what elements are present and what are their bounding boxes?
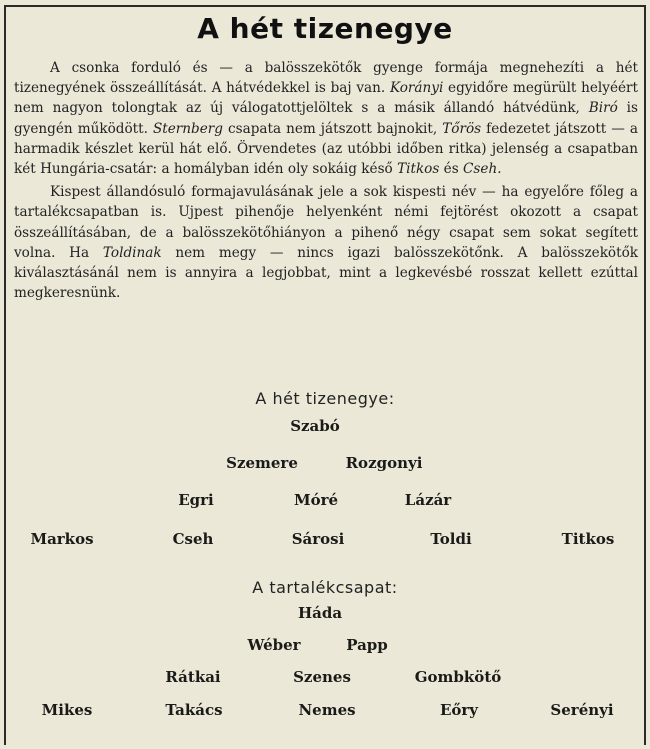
player-name: Egri	[178, 491, 214, 509]
team-heading: A hét tizenegye:	[255, 389, 395, 408]
right-border	[644, 5, 646, 745]
player-name: Wéber	[247, 636, 301, 654]
player-name: Szenes	[293, 668, 351, 686]
italic-name: Cseh.	[463, 161, 502, 178]
player-name: Serényi	[550, 701, 614, 719]
text-run: nem megy — nincs igazi balösszekötőnk. A balösszekötők kiválasztásánál nem is annyira a legjobbat, mint a legkevésbé rosszat kellett ezúttal megkeresnünk.	[14, 244, 638, 302]
italic-name: Titkos	[397, 161, 440, 178]
player-name: Szemere	[226, 454, 298, 472]
italic-name: Tőrös	[442, 120, 482, 137]
reserve-heading: A tartalékcsapat:	[252, 578, 398, 597]
player-name: Nemes	[298, 701, 356, 719]
player-name: Rátkai	[165, 668, 221, 686]
article-body	[14, 58, 638, 306]
player-name: Toldi	[430, 530, 472, 548]
italic-name: Sternberg	[152, 120, 223, 137]
player-name: Sárosi	[291, 530, 345, 548]
text-run: fedezetet játszott — a harmadik készlet kerül hát elő. Örvendetes (az utóbbi időben ritka) jelenség a csapatban két Hungária-csatár: a homályban idén oly sokáig késő	[14, 120, 638, 178]
player-name: Gombkötő	[414, 668, 502, 686]
player-name: Háda	[297, 604, 343, 622]
player-name: Lázár	[404, 491, 452, 509]
text-run: is gyengén működött.	[14, 100, 638, 137]
paragraph-2	[14, 182, 638, 303]
italic-name: Biró	[588, 100, 618, 117]
top-border	[4, 5, 646, 7]
player-name: Markos	[30, 530, 94, 548]
text-run: és	[439, 161, 464, 178]
text-run: egyidőre megürült helyéért nem nagyon tolongtak az új válogatottjelöltek s a másik állandó hátvédünk,	[14, 80, 638, 117]
player-name: Cseh	[172, 530, 214, 548]
player-name: Papp	[346, 636, 388, 654]
player-name: Rozgonyi	[345, 454, 423, 472]
text-run: A csonka forduló és — a balösszekötők gyenge formája megnehezíti a hét tizenegyének összeállítását. A hátvédekkel is baj van.	[14, 60, 638, 97]
left-border	[4, 5, 6, 745]
paragraph-1	[14, 58, 638, 179]
text-run: csapata nem játszott bajnokit,	[222, 120, 443, 137]
italic-name: Korányi	[389, 80, 444, 97]
player-name: Mikes	[41, 701, 93, 719]
player-name: Szabó	[290, 417, 340, 435]
article-title: A hét tizenegye	[197, 12, 453, 45]
player-name: Titkos	[561, 530, 615, 548]
player-name: Takács	[165, 701, 223, 719]
player-name: Móré	[293, 491, 339, 509]
italic-name: Toldinak	[102, 244, 162, 261]
player-name: Eőry	[439, 701, 479, 719]
text-run: Kispest állandósuló formajavulásának jele a sok kispesti név — ha egyelőre főleg a tartalékcsapatban is. Ujpest pihenője helyenként némi fejtörést okozott a csapat összeállításában, de a balösszekötőhiányon a pihenő négy csapat sem sokat segített volna. Ha	[14, 184, 638, 261]
